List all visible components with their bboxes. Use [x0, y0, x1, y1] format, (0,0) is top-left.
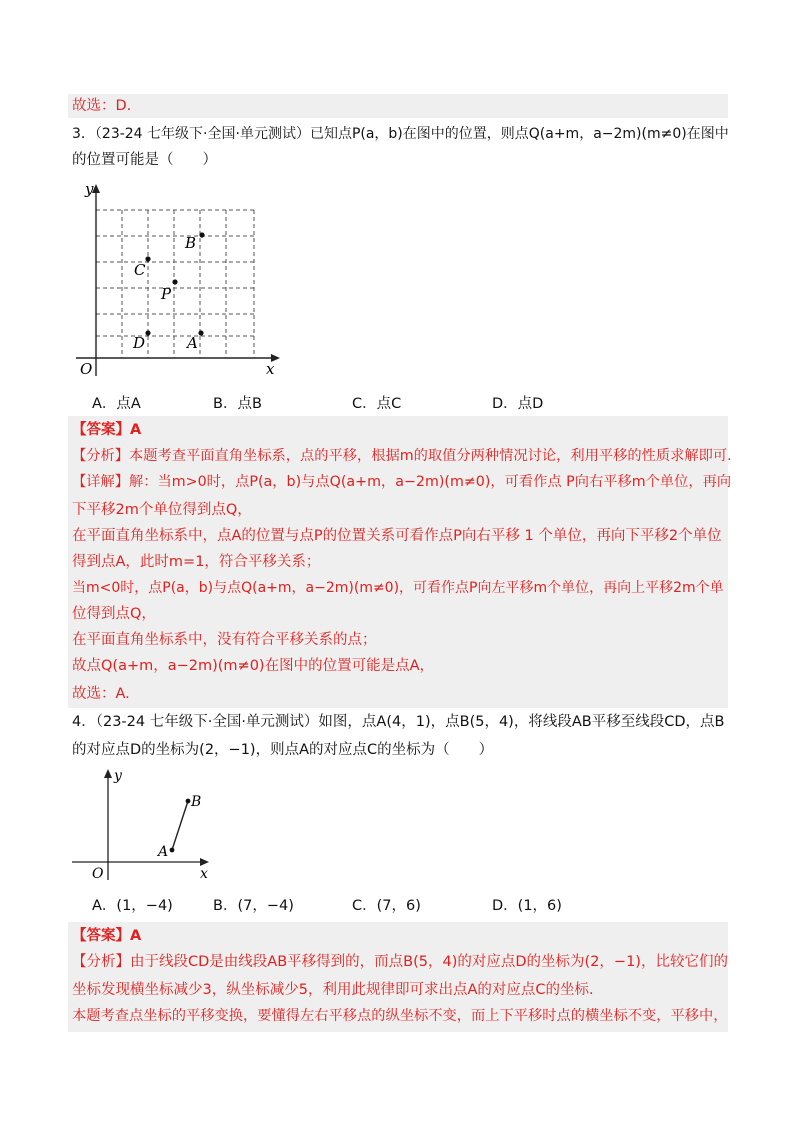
q2-solution-block: [68, 94, 728, 118]
q3-grid-figure: [72, 178, 284, 380]
q3-analysis: 【分析】本题考查平面直角坐标系，点的平移，根据m的取值分两种情况讨论，利用平移的性质求解即可.: [72, 448, 732, 464]
q3-option-a[interactable]: A．点A: [92, 396, 141, 412]
q4-y-arrow: [104, 769, 112, 778]
q4-point-a: [170, 848, 175, 853]
q3-answer: 【答案】A: [72, 422, 142, 438]
q3-point-c: [145, 256, 150, 261]
q4-analysis-line: 坐标发现横坐标减少3，纵坐标减少5，利用此规律即可求出点A的对应点C的坐标.: [72, 982, 594, 998]
q4-label-b: B: [191, 794, 202, 810]
q3-point-a: [198, 330, 203, 335]
q4-segment-ab: [172, 801, 188, 850]
q4-answer: 【答案】A: [72, 928, 142, 944]
q3-detail-line: 故选：A.: [72, 686, 130, 702]
q4-y-label: y: [114, 768, 122, 784]
q3-point-b: [199, 232, 204, 237]
q3-origin-label: O: [80, 360, 93, 378]
q3-detail-line: 故点Q(a+m，a−2m)(m≠0)在图中的位置可能是点A，: [72, 658, 435, 674]
q3-detail-line: 在平面直角坐标系中，没有符合平移关系的点；: [72, 632, 377, 648]
q3-option-d[interactable]: D．点D: [492, 396, 544, 412]
q3-point-p: [172, 279, 177, 284]
q3-detail-line: 位得到点Q，: [72, 606, 156, 622]
q4-analysis-line: 【分析】由于线段CD是由线段AB平移得到的，而点B(5，4)的对应点D的坐标为(2，−1)，比较它们的: [72, 954, 728, 970]
q3-detail-line: 在平面直角坐标系中，点A的位置与点P的位置关系可看作点P向右平移 1 个单位，再向下平移2个单位: [72, 528, 722, 544]
q3-point-d: [145, 330, 150, 335]
q3-option-b[interactable]: B．点B: [213, 396, 262, 412]
q3-label-d: D: [133, 334, 146, 352]
q4-option-a[interactable]: A．(1，−4): [92, 898, 173, 914]
q4-option-c[interactable]: C．(7，6): [352, 898, 421, 914]
q4-label-a: A: [158, 844, 169, 860]
q4-x-arrow: [200, 858, 209, 866]
q4-stem-line1: 4．（23-24 七年级下·全国·单元测试）如图，点A(4，1)，点B(5，4)，将线段AB平移至线段CD，点B: [72, 714, 725, 730]
q3-label-a: A: [187, 334, 198, 352]
q4-option-d[interactable]: D．(1，6): [492, 898, 562, 914]
q4-option-b[interactable]: B．(7，−4): [213, 898, 294, 914]
q4-segment-figure: [70, 764, 216, 884]
q3-detail-line: 当m<0时，点P(a，b)与点Q(a+m，a−2m)(m≠0)，可看作点P向左平移m个单位，再向上平移2m个单: [72, 580, 724, 596]
q3-label-c: C: [134, 261, 146, 279]
q3-label-b: B: [185, 234, 197, 252]
q4-x-label: x: [200, 866, 208, 882]
q3-option-c[interactable]: C．点C: [352, 396, 402, 412]
q3-stem-line1: 3．（23-24 七年级下·全国·单元测试）已知点P(a，b)在图中的位置，则点Q(a+m，a−2m)(m≠0)在图中: [72, 126, 729, 142]
q3-detail-line: 得到点A，此时m=1，符合平移关系；: [72, 554, 321, 570]
q2-answer-select: 故选：D.: [72, 98, 132, 114]
q4-point-b: [186, 799, 191, 804]
q3-detail-line: 下平移2m个单位得到点Q，: [72, 502, 252, 518]
q3-x-label: x: [266, 360, 275, 378]
q3-detail-line: 【详解】解：当m>0时，点P(a，b)与点Q(a+m，a−2m)(m≠0)，可看作点 P向右平移m个单位，再向: [72, 474, 732, 490]
q4-analysis-line: 本题考查点坐标的平移变换，要懂得左右平移点的纵坐标不变，而上下平移时点的横坐标不变，平移中，: [72, 1008, 728, 1024]
q3-label-p: P: [161, 285, 172, 303]
q3-y-label: y: [85, 180, 94, 198]
q4-origin-label: O: [92, 866, 104, 882]
q4-stem-line2: 的对应点D的坐标为(2，−1)，则点A的对应点C的坐标为（ ）: [72, 742, 494, 758]
q3-stem-line2: 的位置可能是（ ）: [72, 152, 217, 168]
